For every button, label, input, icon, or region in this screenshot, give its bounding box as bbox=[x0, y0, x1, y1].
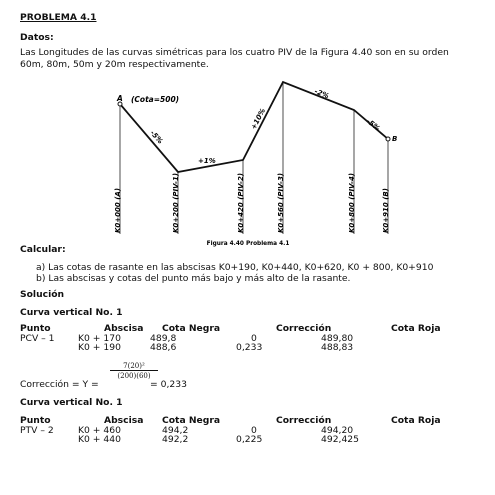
station-label-piv2: K0+420 (PIV-2) bbox=[237, 172, 245, 233]
cota-label: (Cota=500) bbox=[131, 95, 180, 104]
fraction-denominator: (200)(60) bbox=[117, 372, 151, 380]
grade-label-5: -5% bbox=[364, 117, 382, 133]
table-cell: K0 + 440 bbox=[78, 434, 121, 445]
problem-title: PROBLEMA 4.1 bbox=[20, 12, 97, 23]
solucion-heading: Solución bbox=[20, 289, 65, 300]
table-cell: 488,6 bbox=[150, 342, 177, 353]
point-a-label: A bbox=[117, 94, 123, 103]
table-cell: 488,83 bbox=[321, 342, 354, 353]
curve2-header-abscisa: Abscisa bbox=[104, 415, 144, 426]
table-cell: 494,2 bbox=[162, 425, 189, 436]
table-cell: 492,2 bbox=[162, 434, 189, 445]
intro-line-1: Las Longitudes de las curvas simétricas para los cuatro PIV de la Figura 4.40 son en su orden bbox=[20, 47, 449, 58]
station-label-a: K0+000 (A) bbox=[114, 187, 122, 233]
table-cell: K0 + 170 bbox=[78, 333, 121, 344]
table-cell: 0,225 bbox=[236, 434, 263, 445]
curve1-heading: Curva vertical No. 1 bbox=[20, 307, 123, 318]
figure-caption: Figura 4.40 Problema 4.1 bbox=[206, 241, 290, 247]
grade-label-1: -5% bbox=[148, 129, 165, 146]
formula-label: Corrección = Y = bbox=[20, 379, 99, 390]
curve1-header-cota-negra: Cota Negra bbox=[162, 323, 221, 334]
grade-label-2: +1% bbox=[198, 157, 216, 165]
table-cell: PTV – 2 bbox=[20, 425, 54, 436]
table-cell: 494,20 bbox=[321, 425, 354, 436]
table-cell: K0 + 190 bbox=[78, 342, 121, 353]
station-label-b: K0+910 (B) bbox=[382, 188, 390, 233]
table-cell: 492,425 bbox=[321, 434, 359, 445]
point-b-label: B bbox=[392, 135, 398, 143]
table-cell: PCV – 1 bbox=[20, 333, 55, 344]
curve1-header-correccion: Corrección bbox=[276, 323, 332, 334]
fraction-numerator: 7(20)² bbox=[110, 362, 158, 371]
formula-result: = 0,233 bbox=[150, 379, 187, 390]
point-b-marker bbox=[386, 137, 390, 141]
calcular-item-a: a) Las cotas de rasante en las abscisas K0+190, K0+440, K0+620, K0 + 800, K0+910 bbox=[36, 262, 434, 273]
datos-heading: Datos: bbox=[20, 32, 54, 43]
curve1-header-cota-roja: Cota Roja bbox=[391, 323, 441, 334]
station-label-piv4: K0+800 (PIV-4) bbox=[348, 172, 356, 233]
table-cell: 0,233 bbox=[236, 342, 263, 353]
curve2-header-punto: Punto bbox=[20, 415, 51, 426]
station-label-piv3: K0+560 (PIV-3) bbox=[277, 172, 285, 233]
curve2-header-cota-negra: Cota Negra bbox=[162, 415, 221, 426]
table-cell: 489,80 bbox=[321, 333, 354, 344]
curve2-header-cota-roja: Cota Roja bbox=[391, 415, 441, 426]
curve2-header-correccion: Corrección bbox=[276, 415, 332, 426]
calcular-heading: Calcular: bbox=[20, 244, 66, 255]
table-cell: 489,8 bbox=[150, 333, 177, 344]
curve1-header-punto: Punto bbox=[20, 323, 51, 334]
calcular-item-b: b) Las abscisas y cotas del punto más bajo y más alto de la rasante. bbox=[36, 273, 351, 284]
table-cell: 0 bbox=[251, 425, 257, 436]
table-cell: K0 + 460 bbox=[78, 425, 121, 436]
correction-fraction bbox=[110, 362, 158, 380]
table-cell: 0 bbox=[251, 333, 257, 344]
station-label-piv1: K0+200 (PIV-1) bbox=[172, 172, 180, 233]
grade-label-4: -2% bbox=[313, 87, 330, 101]
curve1-header-abscisa: Abscisa bbox=[104, 323, 144, 334]
curve2-heading: Curva vertical No. 1 bbox=[20, 397, 123, 408]
grade-label-3: +10% bbox=[249, 107, 268, 131]
intro-line-2: 60m, 80m, 50m y 20m respectivamente. bbox=[20, 59, 209, 70]
